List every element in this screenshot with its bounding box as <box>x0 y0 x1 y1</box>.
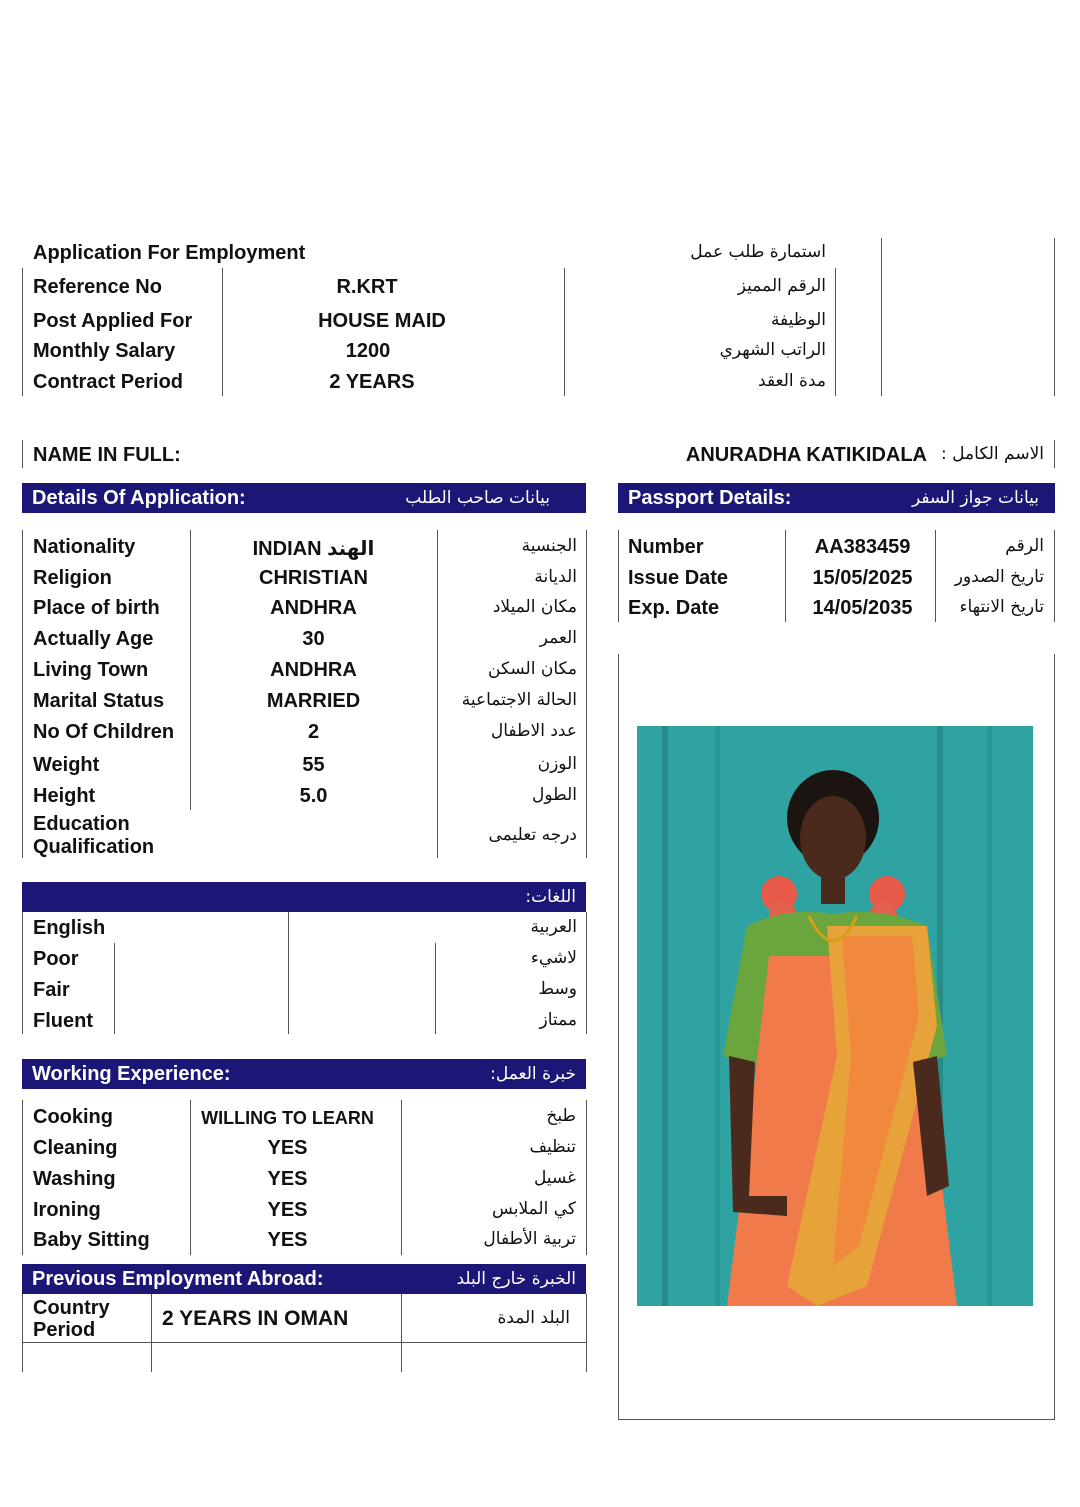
details-label-ar: عدد الاطفال <box>490 721 577 741</box>
experience-label: Ironing <box>33 1199 101 1221</box>
language-label: Poor <box>33 948 79 970</box>
details-value: ANDHRA <box>270 597 357 619</box>
languages-title-ar: اللغات: <box>525 887 576 907</box>
previous-label-line2: Period <box>33 1319 96 1341</box>
details-label: Place of birth <box>33 597 160 619</box>
previous-title: Previous Employment Abroad: <box>32 1268 324 1290</box>
language-label: English <box>33 917 106 939</box>
details-label-ar: الديانة <box>534 567 577 587</box>
passport-label: Number <box>628 536 704 558</box>
details-value: 30 <box>302 628 325 650</box>
languages-header-bar <box>22 882 586 912</box>
previous-header-bar <box>22 1264 586 1294</box>
details-value: INDIAN الهند <box>252 538 375 560</box>
passport-label: Issue Date <box>628 567 729 589</box>
passport-label-ar: تاريخ الصدور <box>954 567 1044 587</box>
applicant-photo-image <box>637 726 1033 1306</box>
name-label-ar: الاسم الكامل : <box>941 444 1044 464</box>
previous-label-ar: البلد المدة <box>497 1308 570 1328</box>
passport-title-ar: بيانات جواز السفر <box>911 488 1039 508</box>
passport-header-bar <box>618 483 1055 513</box>
experience-label: Cooking <box>33 1106 113 1128</box>
details-value: 5.0 <box>299 785 328 807</box>
experience-title-ar: خبرة العمل: <box>490 1064 576 1084</box>
experience-label: Baby Sitting <box>33 1229 150 1251</box>
details-title: Details Of Application: <box>32 487 246 509</box>
experience-value: YES <box>267 1199 308 1221</box>
experience-header-bar <box>22 1059 586 1089</box>
details-label: Nationality <box>33 536 136 558</box>
passport-value: AA383459 <box>814 536 911 558</box>
education-label-line2: Qualification <box>33 836 155 858</box>
education-label-ar: درجه تعليمى <box>488 825 577 845</box>
education-label <box>33 813 154 859</box>
salary-label-ar: الراتب الشهري <box>719 340 826 360</box>
details-value: 2 <box>307 721 320 743</box>
details-label-ar: الحالة الاجتماعية <box>461 690 577 710</box>
details-label-ar: الطول <box>532 785 577 805</box>
details-label: Actually Age <box>33 628 154 650</box>
contract-label-ar: مدة العقد <box>758 371 826 391</box>
experience-title: Working Experience: <box>32 1063 231 1085</box>
details-label: Religion <box>33 567 112 589</box>
post-label-ar: الوظيفة <box>770 310 826 330</box>
contract-label: Contract Period <box>33 371 184 393</box>
experience-label-ar: غسيل <box>533 1168 576 1188</box>
experience-value: YES <box>267 1168 308 1190</box>
reference-label: Reference No <box>33 276 162 298</box>
passport-title: Passport Details: <box>628 487 792 509</box>
passport-label: Exp. Date <box>628 597 720 619</box>
passport-value: 15/05/2025 <box>812 567 913 589</box>
passport-label-ar: تاريخ الانتهاء <box>959 597 1044 617</box>
experience-label-ar: كي الملابس <box>492 1199 576 1219</box>
language-label-ar: العربية <box>530 917 577 937</box>
language-label-ar: لاشيء <box>530 948 577 968</box>
previous-value: 2 YEARS IN OMAN <box>162 1307 349 1330</box>
details-label: Marital Status <box>33 690 165 712</box>
education-label-line1: Education <box>33 813 130 835</box>
details-value: ANDHRA <box>270 659 357 681</box>
experience-label-ar: طبخ <box>546 1106 576 1126</box>
reference-label-ar: الرقم المميز <box>737 276 826 296</box>
details-label: Weight <box>33 754 100 776</box>
language-label-ar: ممتاز <box>539 1010 577 1030</box>
experience-value: YES <box>267 1229 308 1251</box>
experience-value: WILLING TO LEARN <box>201 1108 374 1128</box>
language-label: Fluent <box>33 1010 93 1032</box>
contract-value: 2 YEARS <box>329 371 415 393</box>
post-value: HOUSE MAID <box>318 310 446 332</box>
details-label-ar: الوزن <box>537 754 577 774</box>
passport-value: 14/05/2035 <box>812 597 913 619</box>
details-label-ar: مكان الميلاد <box>492 597 577 617</box>
previous-title-ar: الخبرة خارج البلد <box>456 1269 576 1289</box>
experience-label-ar: تربية الأطفال <box>483 1229 576 1249</box>
passport-label-ar: الرقم <box>1005 536 1044 556</box>
details-title-ar: بيانات صاحب الطلب <box>405 488 550 508</box>
details-value: MARRIED <box>266 690 361 712</box>
experience-label: Washing <box>33 1168 116 1190</box>
experience-label: Cleaning <box>33 1137 118 1159</box>
details-label: Height <box>33 785 96 807</box>
experience-value: YES <box>267 1137 308 1159</box>
details-label-ar: مكان السكن <box>488 659 577 679</box>
details-value: 55 <box>302 754 325 776</box>
salary-label: Monthly Salary <box>33 340 176 362</box>
details-label: No Of Children <box>33 721 175 743</box>
post-label: Post Applied For <box>33 310 193 332</box>
application-title-ar: استمارة طلب عمل <box>690 242 826 262</box>
applicant-photo <box>637 726 1033 1306</box>
details-label-ar: العمر <box>539 628 577 648</box>
details-label-ar: الجنسية <box>521 536 577 556</box>
experience-label-ar: تنظيف <box>529 1137 576 1157</box>
language-label-ar: وسط <box>538 979 577 999</box>
details-value: CHRISTIAN <box>259 567 368 589</box>
name-label: NAME IN FULL: <box>33 444 181 466</box>
salary-value: 1200 <box>345 340 391 362</box>
language-label: Fair <box>33 979 70 1001</box>
application-title-en: Application For Employment <box>33 242 306 264</box>
full-name-value: ANURADHA KATIKIDALA <box>685 444 927 466</box>
details-label: Living Town <box>33 659 149 681</box>
reference-value: R.KRT <box>336 276 398 298</box>
previous-label <box>33 1297 110 1341</box>
details-header-bar <box>22 483 586 513</box>
previous-label-line1: Country <box>33 1297 110 1319</box>
